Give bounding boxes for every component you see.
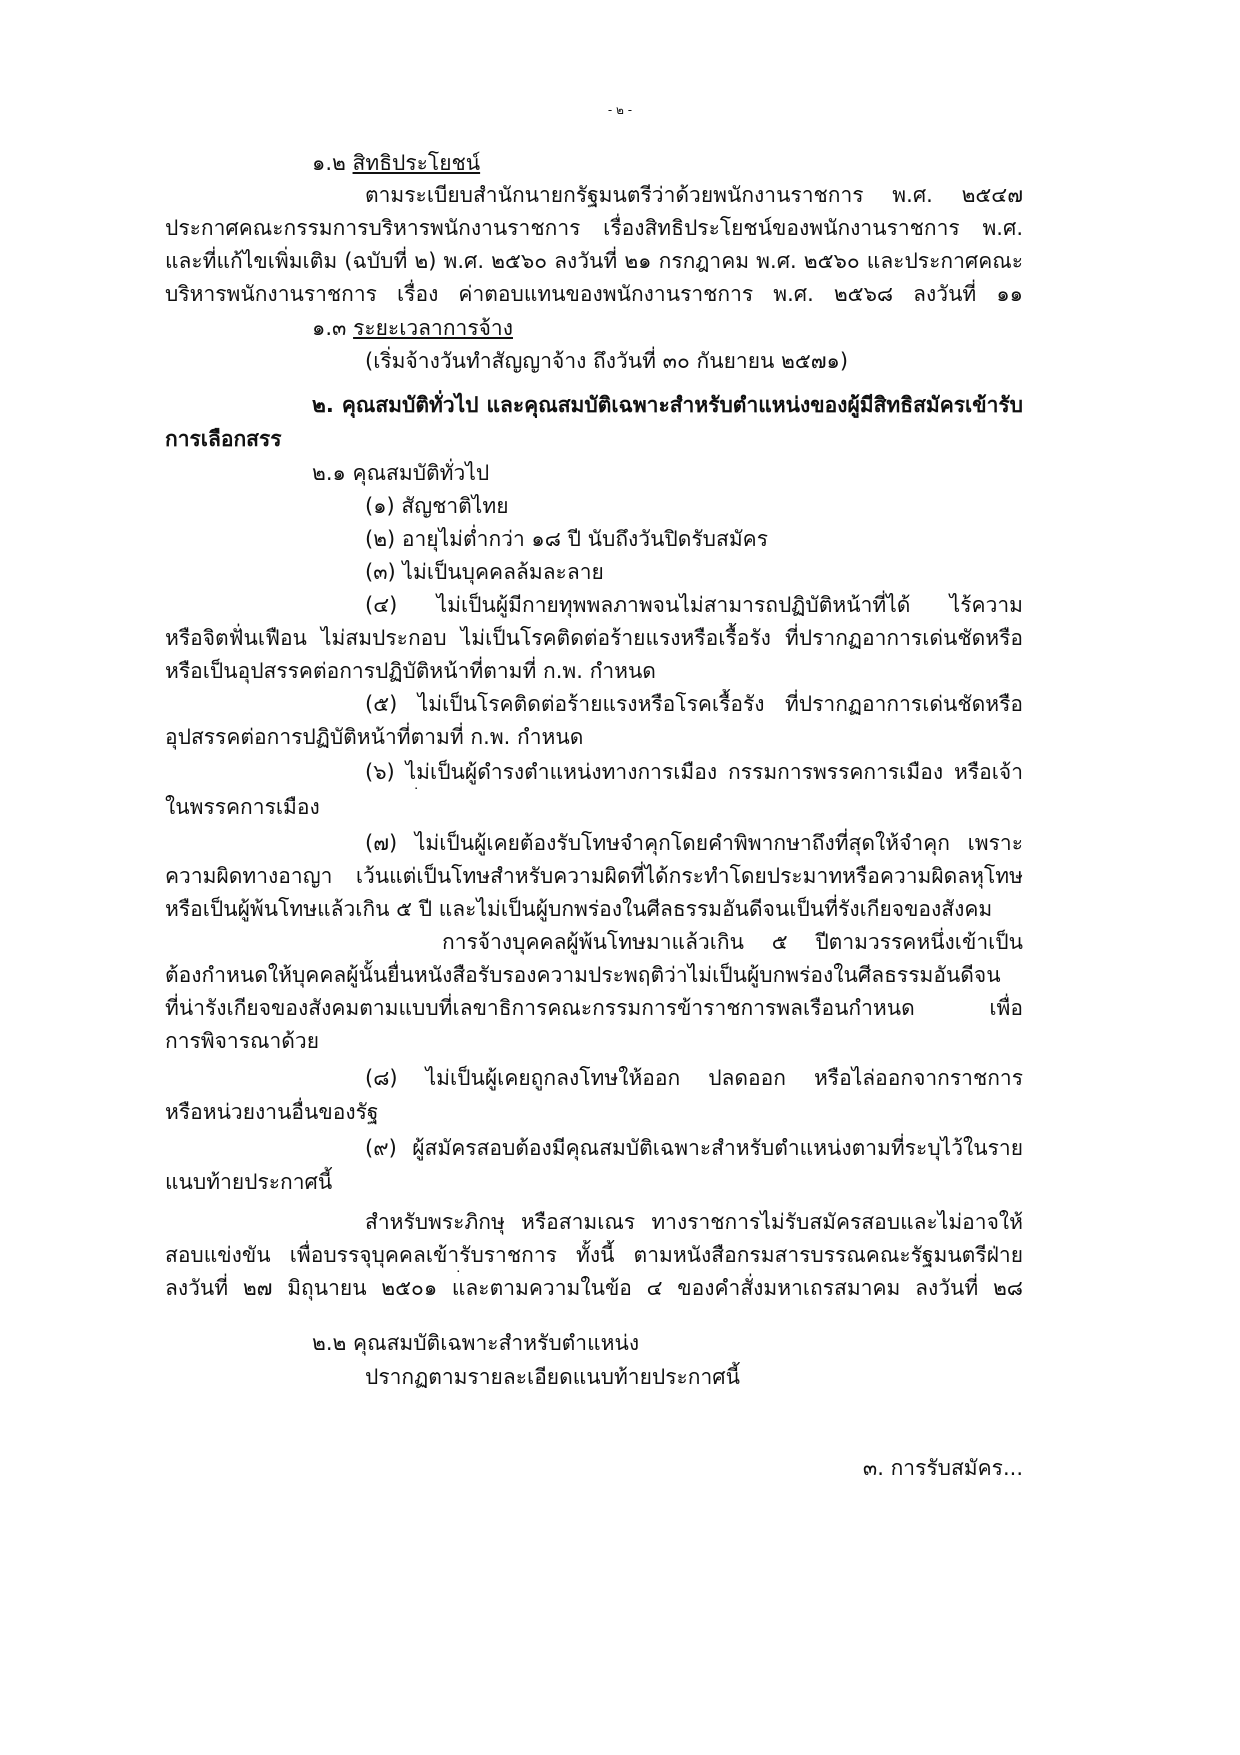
section-2-1-heading: ๒.๑ คุณสมบัติทั่วไป (312, 461, 490, 485)
section-1-3-heading (312, 313, 513, 343)
section-2-heading-line-1: ๒. คุณสมบัติทั่วไป และคุณสมบัติเฉพาะสำหรับตำแหน่งของผู้มีสิทธิสมัครเข้ารับ (312, 393, 1023, 417)
monk-note-line-3: ลงวันที่ ๒๗ มิถุนายน ๒๕๐๑ และตามความในข้อ ๔ ของคำสั่งมหาเถรสมาคม ลงวันที่ ๒๘ (165, 1276, 1023, 1300)
section-1-2-number: ๑.๒ (312, 151, 346, 175)
qualification-item-2: (๒) อายุไม่ต่ำกว่า ๑๘ ปี นับถึงวันปิดรับสมัคร (365, 527, 768, 551)
section-1-2-line-4: บริหารพนักงานราชการ เรื่อง ค่าตอบแทนของพนักงานราชการ พ.ศ. ๒๕๖๘ ลงวันที่ ๑๑ (165, 282, 1023, 306)
qualification-item-7b-line-3: ที่น่ารังเกียจของสังคมตามแบบที่เลขาธิการคณะกรรมการข้าราชการพลเรือนกำหนด เพื่อ (165, 996, 1023, 1020)
qualification-item-7b-line-1: การจ้างบุคคลผู้พ้นโทษมาแล้วเกิน ๕ ปีตามวรรคหนึ่งเข้าเป็น (442, 930, 1023, 954)
qualification-item-4-line-3: หรือเป็นอุปสรรคต่อการปฏิบัติหน้าที่ตามที่ ก.พ. กำหนด (165, 659, 656, 683)
monk-note-line-1: สำหรับพระภิกษุ หรือสามเณร ทางราชการไม่รับสมัครสอบและไม่อาจให้ (365, 1210, 1023, 1234)
qualification-item-7b-line-2: ต้องกำหนดให้บุคคลผู้นั้นยื่นหนังสือรับรองความประพฤติว่าไม่เป็นผู้บกพร่องในศีลธรรมอันดีจน (165, 963, 1001, 987)
section-1-3-text: (เริ่มจ้างวันทำสัญญาจ้าง ถึงวันที่ ๓๐ กันยายน ๒๕๗๑) (365, 349, 849, 373)
section-1-2-line-3: และที่แก้ไขเพิ่มเติม (ฉบับที่ ๒) พ.ศ. ๒๕๖๐ ลงวันที่ ๒๑ กรกฎาคม พ.ศ. ๒๕๖๐ และประกาศคณะ (165, 249, 1023, 273)
section-1-2-line-2: ประกาศคณะกรรมการบริหารพนักงานราชการ เรื่องสิทธิประโยชน์ของพนักงานราชการ พ.ศ. (165, 216, 1023, 240)
section-1-2-heading (312, 148, 480, 178)
section-1-2-title: สิทธิประโยชน์ (352, 151, 481, 175)
section-2-2-text: ปรากฏตามรายละเอียดแนบท้ายประกาศนี้ (365, 1365, 740, 1389)
qualification-item-7b-line-4: การพิจารณาด้วย (165, 1029, 320, 1053)
monk-note-line-2: สอบแข่งขัน เพื่อบรรจุบุคคลเข้ารับราชการ ทั้งนี้ ตามหนังสือกรมสารบรรณคณะรัฐมนตรีฝ่าย (165, 1243, 1023, 1267)
section-1-3-title: ระยะเวลาการจ้าง (353, 316, 513, 340)
qualification-item-6-line-2: ในพรรคการเมือง (165, 795, 320, 819)
qualification-item-9-line-2: แนบท้ายประกาศนี้ (165, 1170, 333, 1194)
section-1-2-line-1: ตามระเบียบสำนักนายกรัฐมนตรีว่าด้วยพนักงานราชการ พ.ศ. ๒๕๔๗ (365, 183, 1023, 207)
qualification-item-1: (๑) สัญชาติไทย (365, 494, 509, 518)
qualification-item-7-line-3: หรือเป็นผู้พ้นโทษแล้วเกิน ๕ ปี และไม่เป็นผู้บกพร่องในศีลธรรมอันดีจนเป็นที่รังเกียจของสังคม (165, 897, 993, 921)
section-2-heading-line-2: การเลือกสรร (165, 427, 282, 451)
section-2-2-heading: ๒.๒ คุณสมบัติเฉพาะสำหรับตำแหน่ง (312, 1331, 640, 1355)
qualification-item-7-line-2: ความผิดทางอาญา เว้นแต่เป็นโทษสำหรับความผิดที่ได้กระทำโดยประมาทหรือความผิดลหุโทษ (165, 864, 1023, 888)
qualification-item-5-line-2: อุปสรรคต่อการปฏิบัติหน้าที่ตามที่ ก.พ. กำหนด (165, 725, 584, 749)
qualification-item-6-line-1: (๖) ไม่เป็นผู้ดำรงตำแหน่งทางการเมือง กรรมการพรรคการเมือง หรือเจ้า (365, 760, 1023, 784)
page-number: - ๒ - (607, 103, 633, 117)
next-page-continuation: ๓. การรับสมัคร... (862, 1456, 1023, 1480)
qualification-item-4-line-1: (๔) ไม่เป็นผู้มีกายทุพพลภาพจนไม่สามารถปฏิบัติหน้าที่ได้ ไร้ความ (365, 593, 1023, 617)
qualification-item-7-line-1: (๗) ไม่เป็นผู้เคยต้องรับโทษจำคุกโดยคำพิพากษาถึงที่สุดให้จำคุก เพราะ (365, 831, 1023, 855)
qualification-item-4-line-2: หรือจิตฟั่นเฟือน ไม่สมประกอบ ไม่เป็นโรคติดต่อร้ายแรงหรือเรื้อรัง ที่ปรากฏอาการเด่นชัดหรือ (165, 626, 1023, 650)
qualification-item-8-line-2: หรือหน่วยงานอื่นของรัฐ (165, 1100, 379, 1124)
qualification-item-3: (๓) ไม่เป็นบุคคลล้มละลาย (365, 560, 604, 584)
qualification-item-9-line-1: (๙) ผู้สมัครสอบต้องมีคุณสมบัติเฉพาะสำหรับตำแหน่งตามที่ระบุไว้ในราย (365, 1136, 1023, 1160)
qualification-item-5-line-1: (๕) ไม่เป็นโรคติดต่อร้ายแรงหรือโรคเรื้อรัง ที่ปรากฏอาการเด่นชัดหรือ (365, 692, 1023, 716)
qualification-item-8-line-1: (๘) ไม่เป็นผู้เคยถูกลงโทษให้ออก ปลดออก หรือไล่ออกจากราชการ (365, 1066, 1023, 1090)
section-1-3-number: ๑.๓ (312, 316, 347, 340)
